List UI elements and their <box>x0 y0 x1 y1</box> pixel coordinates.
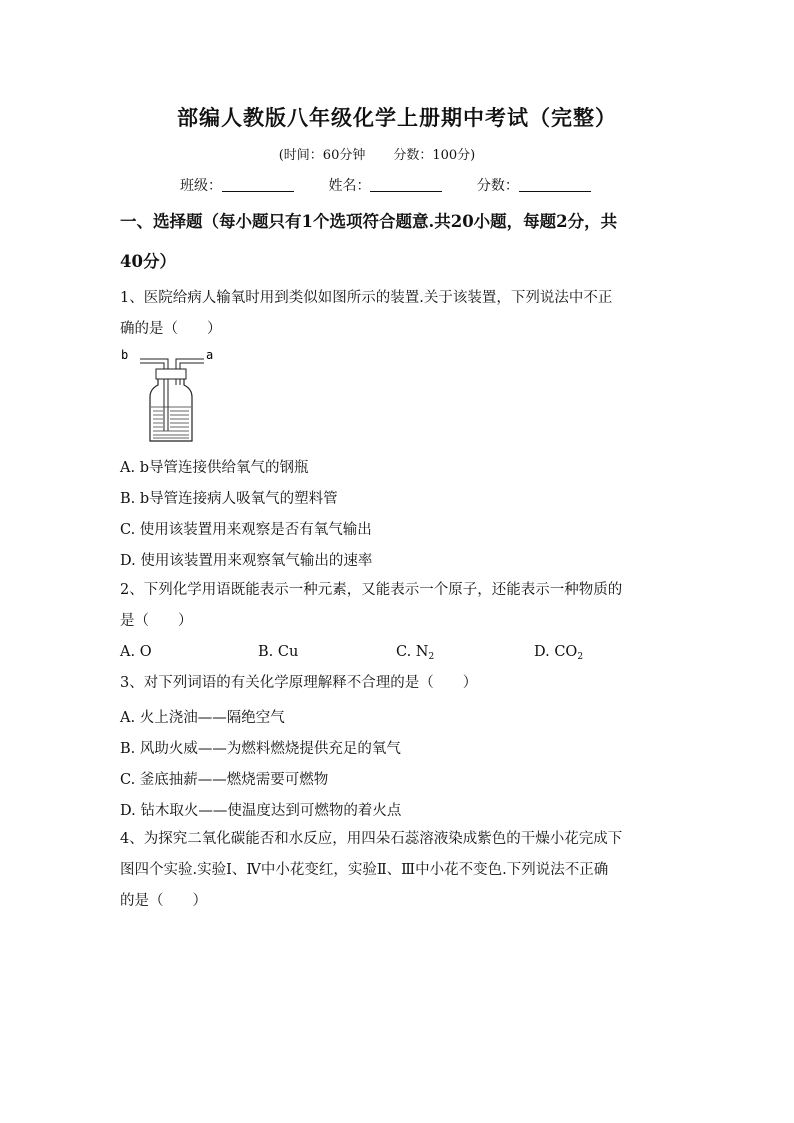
question-2-option-a[interactable]: A. O <box>120 644 152 660</box>
question-4-stem <box>120 824 680 917</box>
class-blank[interactable] <box>222 177 294 192</box>
gas-washing-bottle-diagram <box>118 345 228 447</box>
section-heading-line2: 40分） <box>120 252 176 271</box>
question-1-option-d[interactable]: D. 使用该装置用来观察氧气输出的速率 <box>120 553 373 569</box>
score-info: 分数：100分) <box>393 148 476 163</box>
tube-label-a: a <box>206 348 214 362</box>
score-blank[interactable] <box>519 177 591 192</box>
question-1-option-b[interactable]: B. b导管连接病人吸氧气的塑料管 <box>120 491 338 507</box>
question-2-option-c[interactable] <box>396 644 434 662</box>
question-3-option-c[interactable]: C. 釜底抽薪——燃烧需要可燃物 <box>120 772 329 788</box>
bottle-outline <box>150 379 192 441</box>
section-heading <box>120 202 690 282</box>
question-2-option-b[interactable]: B. Cu <box>258 644 299 660</box>
exam-subtitle <box>0 144 754 163</box>
option-d-formula: D. CO <box>534 644 578 660</box>
section-heading-line1: 一、选择题（每小题只有1个选项符合题意.共20小题，每题2分，共 <box>120 212 618 231</box>
question-4-line3: 的是（ ） <box>120 893 207 909</box>
question-3-option-d[interactable]: D. 钻木取火——使温度达到可燃物的着火点 <box>120 803 402 819</box>
question-1-option-a[interactable]: A. b导管连接供给氧气的钢瓶 <box>120 460 309 476</box>
question-1-line2: 确的是（ ） <box>120 321 222 337</box>
question-3-stem: 3、对下列词语的有关化学原理解释不合理的是（ ） <box>120 675 478 691</box>
water-fill <box>151 407 191 438</box>
option-d-subscript: 2 <box>577 652 584 662</box>
question-1-stem <box>120 283 680 345</box>
student-info-line <box>180 175 621 195</box>
question-2-line2: 是（ ） <box>120 613 193 629</box>
exam-title: 部编人教版八年级化学上册期中考试（完整） <box>177 105 617 130</box>
stopper <box>156 369 186 379</box>
name-blank[interactable] <box>370 177 442 192</box>
question-1-line1: 1、医院给病人输氧时用到类似如图所示的装置.关于该装置，下列说法中不正 <box>120 290 613 306</box>
score-label: 分数： <box>476 178 519 194</box>
option-c-subscript: 2 <box>428 652 435 662</box>
question-1-option-c[interactable]: C. 使用该装置用来观察是否有氧气输出 <box>120 522 372 538</box>
question-2-option-d[interactable] <box>534 644 583 662</box>
question-2-stem <box>120 575 680 637</box>
class-label: 班级： <box>180 178 222 194</box>
question-4-line2: 图四个实验.实验Ⅰ、Ⅳ中小花变红，实验Ⅱ、Ⅲ中小花不变色.下列说法不正确 <box>120 862 609 878</box>
option-c-formula: C. N <box>396 644 429 660</box>
question-2-line1: 2、下列化学用语既能表示一种元素，又能表示一个原子，还能表示一种物质的 <box>120 582 623 598</box>
question-3-option-b[interactable]: B. 风助火威——为燃料燃烧提供充足的氧气 <box>120 741 401 757</box>
tube-label-b: b <box>121 348 129 362</box>
name-label: 姓名： <box>328 178 371 194</box>
question-3-option-a[interactable]: A. 火上浇油——隔绝空气 <box>120 710 285 726</box>
question-4-line1: 4、为探究二氧化碳能否和水反应，用四朵石蕊溶液染成紫色的干燥小花完成下 <box>120 831 623 847</box>
time-info: (时间：60分钟 <box>278 148 366 163</box>
